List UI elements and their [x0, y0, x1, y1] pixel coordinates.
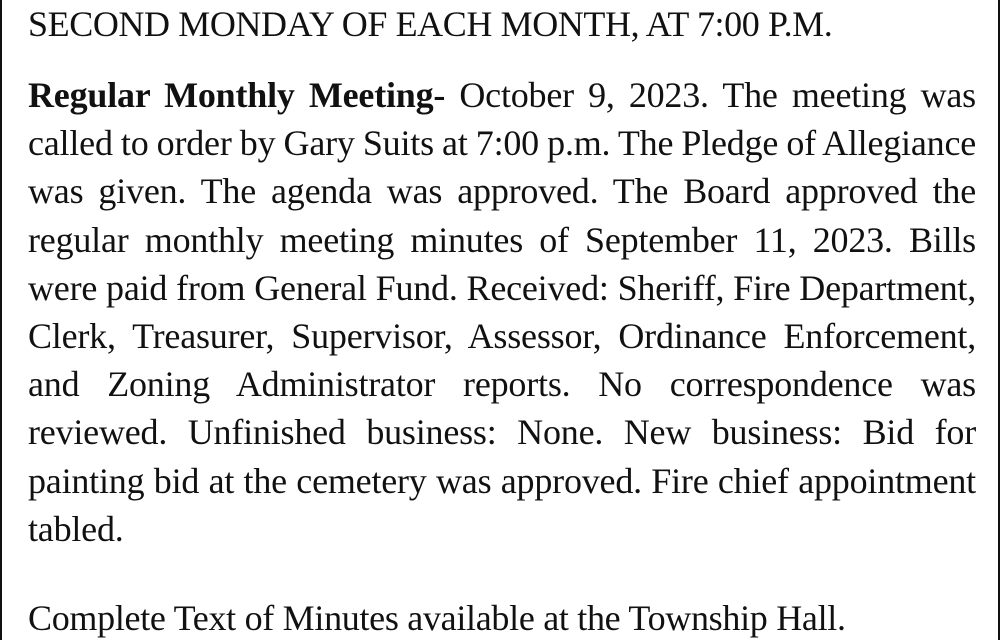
minutes-body: October 9, 2023. The meeting was called to order by Gary Suits at 7:00 p.m. The Pledge of Allegiance was given. The agenda was approved. The Board approved the regular monthly meeting minutes of September 11, 2023. Bills were paid from General Fund. Received: Sheriff, Fire Department, Clerk, Treasurer, Supervisor, Assessor, Ordinance Enforcement, and Zoning Administrator reports. No correspondence was reviewed. Unfinished business: None. New business: Bid for painting bid at the cemetery was approved. Fire chief appointment tabled.: [28, 75, 976, 549]
minutes-heading: Regular Monthly Meeting-: [28, 75, 446, 115]
meeting-minutes-summary: [28, 71, 976, 553]
minutes-availability-note: Complete Text of Minutes available at the Township Hall.: [28, 598, 846, 638]
meeting-schedule: SECOND MONDAY OF EACH MONTH, AT 7:00 P.M.: [28, 4, 833, 44]
